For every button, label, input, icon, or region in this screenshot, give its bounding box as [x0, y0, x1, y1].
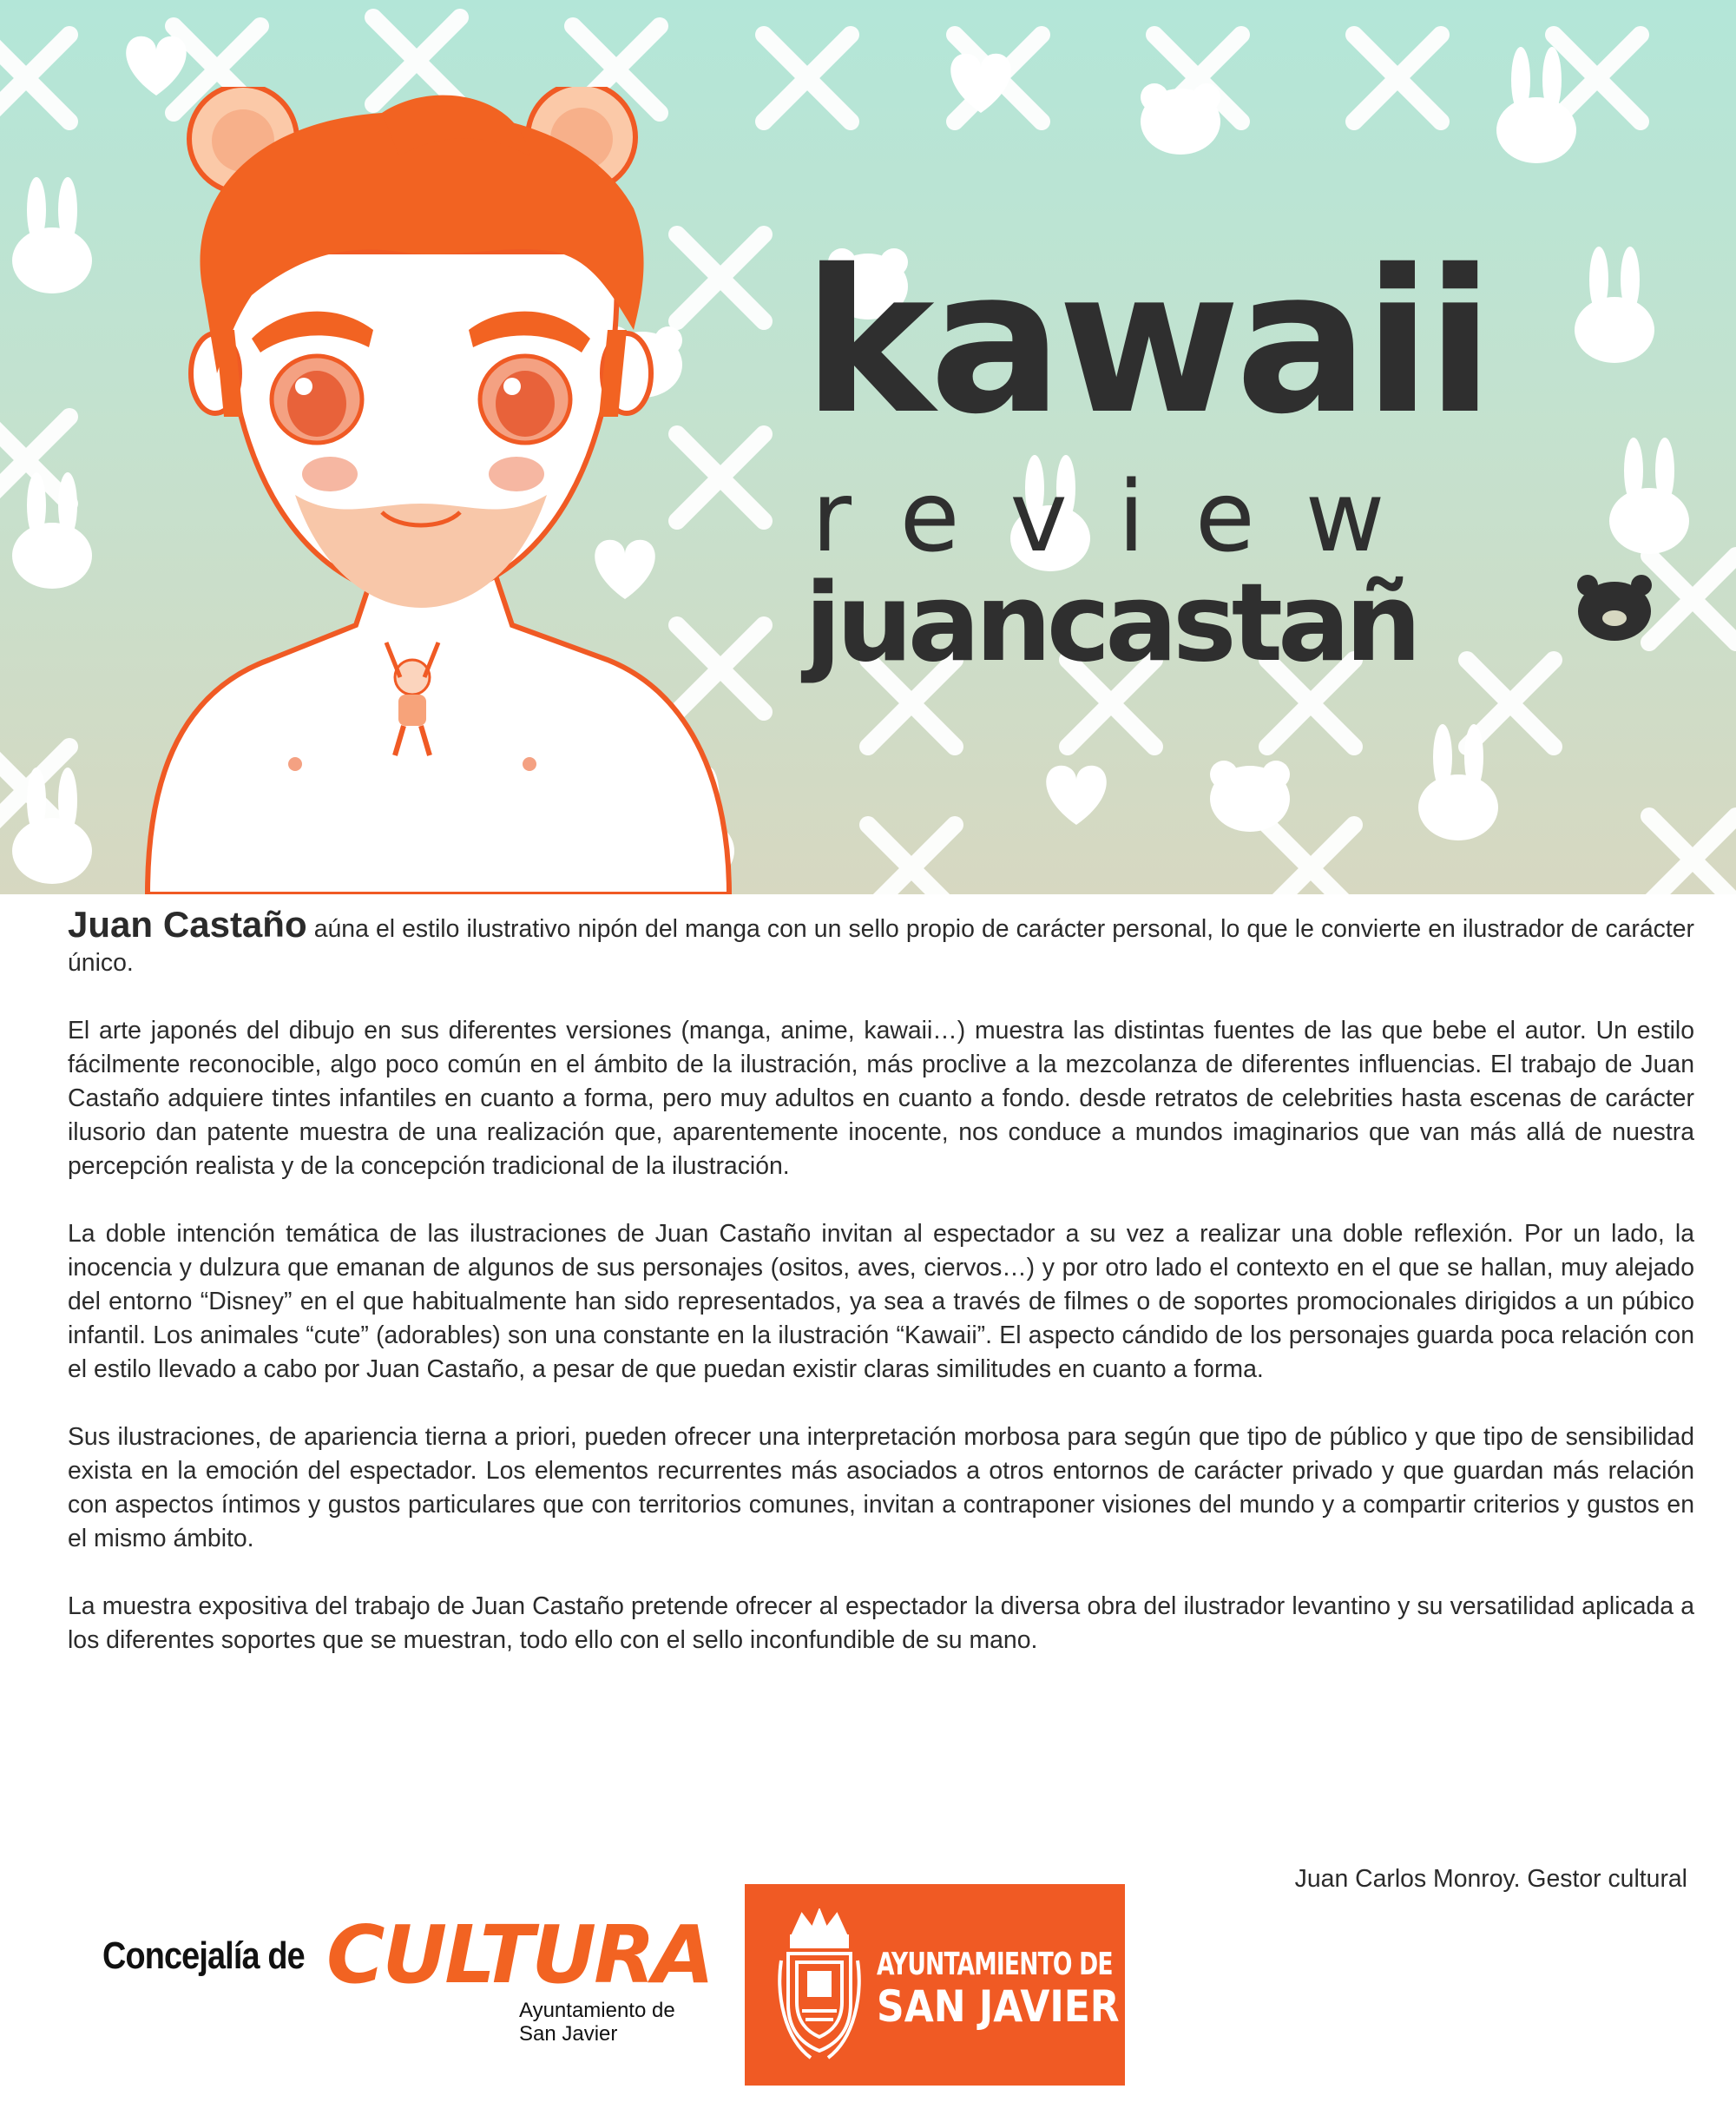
concejalia-cultura-logo	[102, 1908, 727, 2046]
bear-face-icon	[1575, 573, 1654, 643]
coat-of-arms-icon	[776, 1908, 863, 2061]
article-paragraph: Sus ilustraciones, de apariencia tierna a priori, pueden ofrecer una interpretación morbosa para según que tipo de público y que tipo de sensibilidad exista en la emoción del espectador. Los elementos recurrentes más asociados a otros entornos de carácter privado y que guardan más relación con aspectos íntimos y gustos particulares que con territorios comunes, invitan a contraponer visiones del mundo y a compartir criterios y gustos en el mismo ámbito.	[68, 1423, 1694, 1552]
header-banner	[0, 0, 1736, 894]
article-body	[68, 904, 1694, 1691]
article-paragraph-lead	[68, 904, 1694, 980]
title-author: juancastañ	[805, 561, 1417, 686]
ayuntamiento-logo	[745, 1884, 1125, 2086]
author-signature: Juan Carlos Monroy. Gestor cultural	[1294, 1865, 1687, 1893]
title-main: kawaii	[803, 227, 1489, 458]
article-paragraph: El arte japonés del dibujo en sus diferentes versiones (manga, anime, kawaii…) muestra las distintas fuentes de las que bebe el autor. Un estilo fácilmente reconocible, algo poco común en el ámbito de la ilustración, más proclive a la mezcolanza de diferentes influencias. El trabajo de Juan Castaño adquiere tintes infantiles en cuanto a forma, pero muy adultos en cuanto a fondo. desde retratos de celebrities hasta escenas de carácter ilusorio dan patente muestra de una realización que, aparentemente inocente, nos conduce a mundos imaginarios que van más allá de nuestra percepción realista y de la concepción tradicional de la ilustración.	[68, 1017, 1694, 1180]
ayuntamiento-line2: SAN JAVIER	[877, 1981, 1120, 2032]
ayuntamiento-line1: AYUNTAMIENTO DE	[877, 1947, 1113, 1982]
cultura-prefix: Concejalía de	[102, 1934, 305, 1977]
cultura-sub-line: San Javier	[519, 2022, 618, 2046]
lead-text: aúna el estilo ilustrativo nipón del manga con un sello propio de carácter personal, lo que le convierte en ilustrador de carácter único.	[68, 915, 1694, 977]
title-sub: review	[812, 461, 1436, 574]
lead-name: Juan Castaño	[68, 904, 307, 945]
article-paragraph: La doble intención temática de las ilustraciones de Juan Castaño invitan al espectador a su vez a realizar una doble reflexión. Por un lado, la inocencia y dulzura que emanan de algunos de sus personajes (ositos, aves, ciervos…) y por otro lado el contexto en el que se hallan, muy alejado del entorno “Disney” en el que habitualmente han sido representados, ya sea a través de filmes o de soportes promocionales dirigidos a un púbico infantil. Los animales “cute” (adorables) son una constante en la ilustración “Kawaii”. El aspecto cándido de los personajes guarda poca relación con el estilo llevado a cabo por Juan Castaño, a pesar de que puedan existir claras similitudes en cuanto a forma.	[68, 1220, 1694, 1383]
cultura-sub-line: Ayuntamiento de	[519, 1999, 675, 2022]
cultura-subtitle	[519, 1999, 710, 2046]
character-illustration	[122, 87, 799, 894]
cultura-word: CULTURA	[326, 1908, 713, 2001]
article-paragraph: La muestra expositiva del trabajo de Juan Castaño pretende ofrecer al espectador la diversa obra del ilustrador levantino y su versatilidad aplicada a los diferentes soportes que se muestran, todo ello con el sello inconfundible de su mano.	[68, 1592, 1694, 1654]
